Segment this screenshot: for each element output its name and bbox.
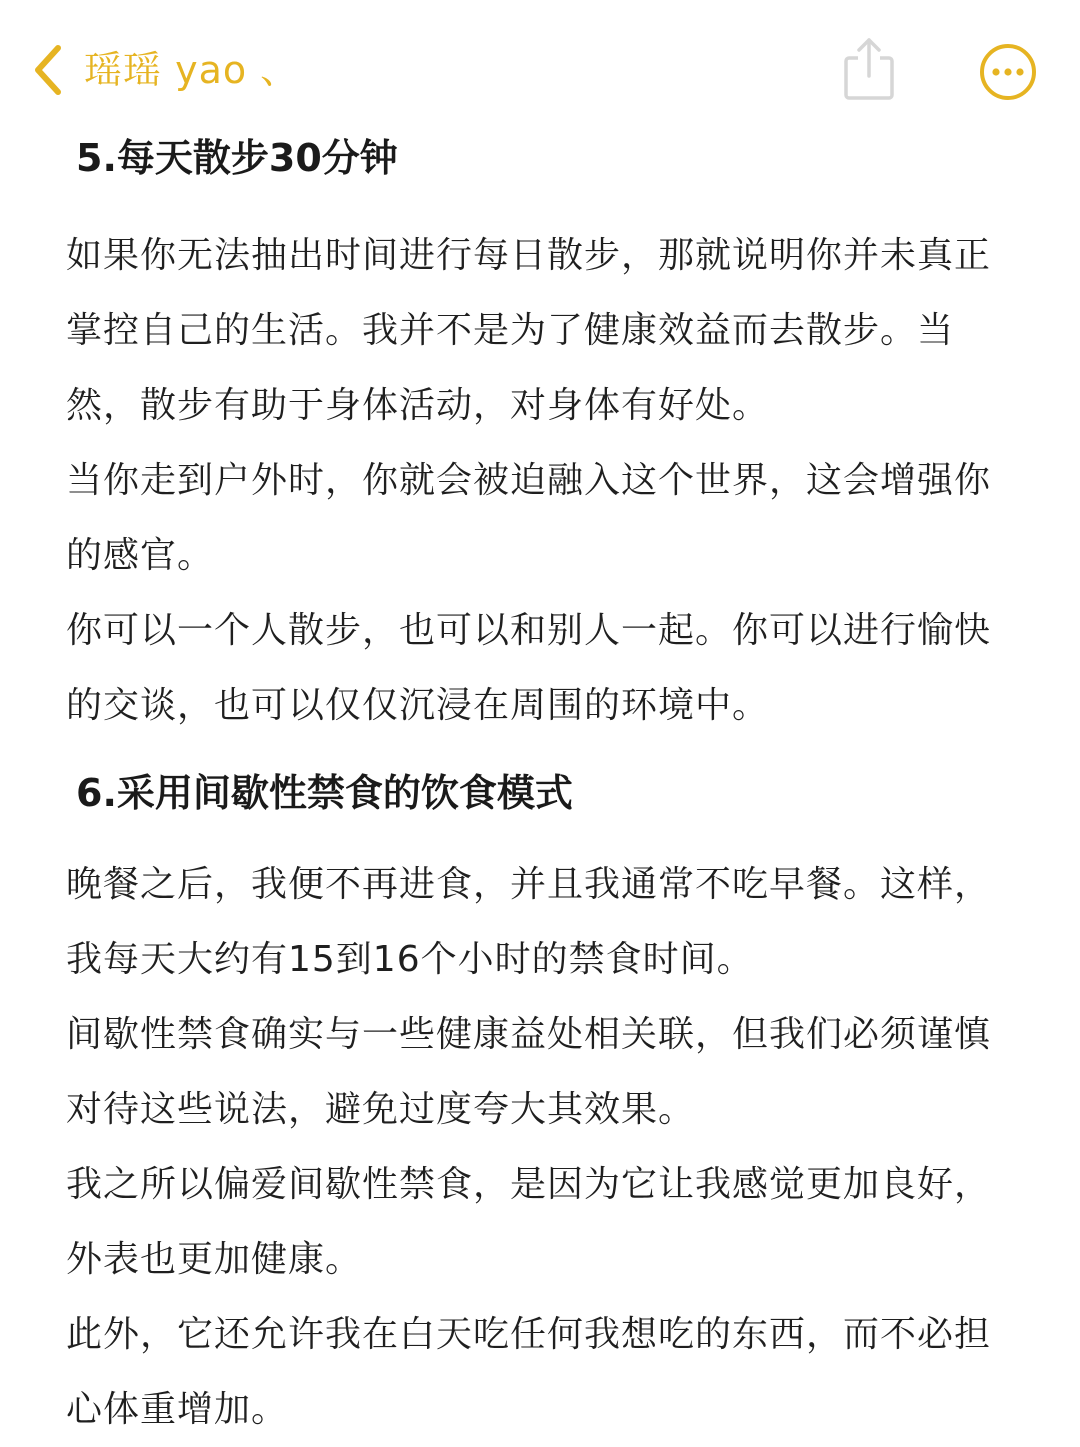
more-button[interactable] (978, 42, 1038, 102)
paragraph: 间歇性禁食确实与一些健康益处相关联，但我们必须谨慎对待这些说法，避免过度夸大其效果。 (66, 1014, 992, 1130)
paragraph: 我之所以偏爱间歇性禁食，是因为它让我感觉更加良好，外表也更加健康。 (66, 1164, 992, 1280)
paragraph: 如果你无法抽出时间进行每日散步，那就说明你并未真正掌控自己的生活。我并不是为了健康效益而去散步。当然，散步有助于身体活动，对身体有好处。 (66, 235, 992, 426)
more-icon (978, 42, 1038, 102)
note-body (66, 128, 1006, 1447)
section-heading: 6.采用间歇性禁食的饮食模式 (76, 771, 573, 815)
paragraph: 当你走到户外时，你就会被迫融入这个世界，这会增强你的感官。 (66, 460, 992, 576)
paragraph: 你可以一个人散步，也可以和别人一起。你可以进行愉快的交谈，也可以仅仅沉浸在周围的环境中。 (66, 610, 992, 726)
chevron-left-icon (28, 42, 72, 98)
top-nav-bar (0, 0, 1080, 130)
author-name[interactable]: 瑶瑶 yao 、 (84, 48, 300, 92)
share-button[interactable] (842, 36, 896, 102)
paragraph: 晚餐之后，我便不再进食，并且我通常不吃早餐。这样，我每天大约有15到16个小时的禁食时间。 (66, 864, 992, 980)
back-button[interactable] (28, 42, 72, 98)
share-icon (842, 36, 896, 102)
section-heading: 5.每天散步30分钟 (76, 136, 398, 180)
paragraph: 此外，它还允许我在白天吃任何我想吃的东西，而不必担心体重增加。 (66, 1314, 992, 1430)
